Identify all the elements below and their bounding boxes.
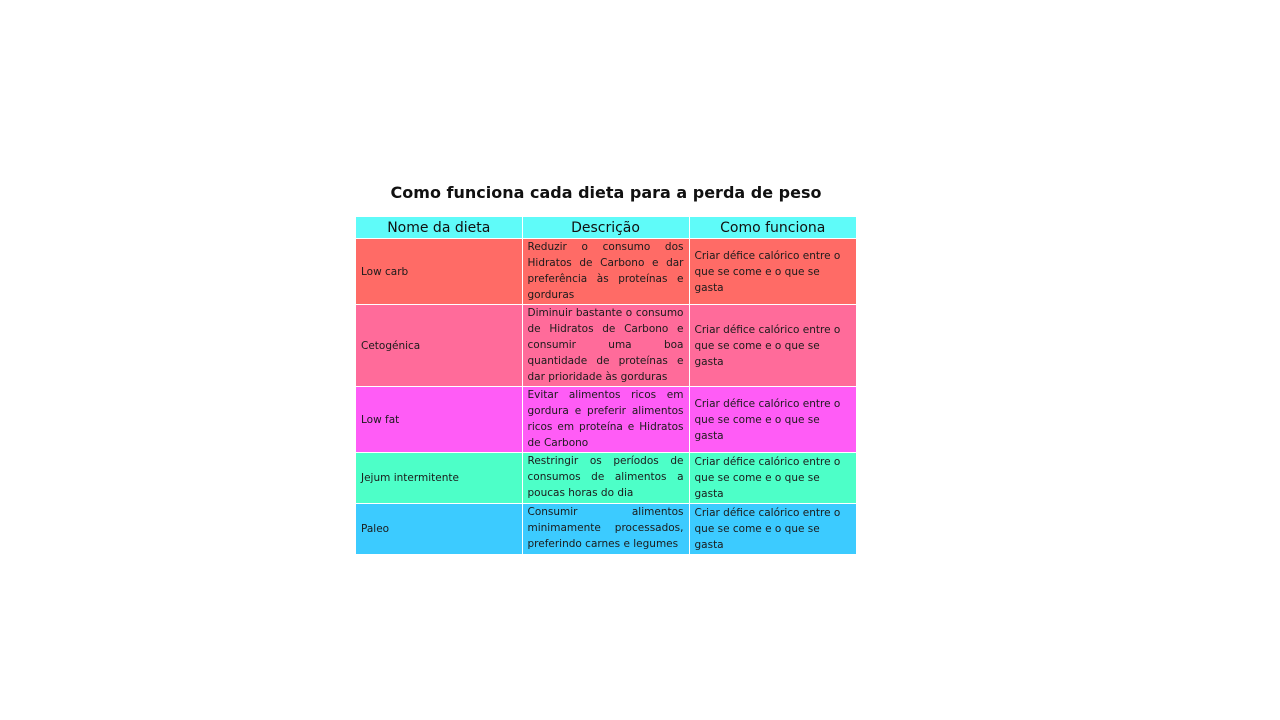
diet-how: Criar défice calórico entre o que se come e o que se gasta (689, 504, 856, 555)
diet-description: Diminuir bastante o consumo de Hidratos de Carbono e consumir uma boa quantidade de proteínas e dar prioridade às gorduras (522, 305, 689, 387)
diet-description: Reduzir o consumo dos Hidratos de Carbono e dar preferência às proteínas e gorduras (522, 239, 689, 305)
header-how: Como funciona (689, 217, 856, 239)
table-row (356, 453, 856, 504)
diet-name: Cetogénica (356, 305, 522, 387)
diet-description: Restringir os períodos de consumos de alimentos a poucas horas do dia (522, 453, 689, 504)
table-row (356, 305, 856, 387)
diet-how: Criar défice calórico entre o que se come e o que se gasta (689, 453, 856, 504)
header-name: Nome da dieta (356, 217, 522, 239)
table-row (356, 239, 856, 305)
header-description: Descrição (522, 217, 689, 239)
diet-table (356, 217, 856, 554)
diet-name: Low fat (356, 387, 522, 453)
header-row (356, 217, 856, 239)
diet-name: Paleo (356, 504, 522, 555)
diet-how: Criar défice calórico entre o que se come e o que se gasta (689, 239, 856, 305)
diet-description: Consumir alimentos minimamente processados, preferindo carnes e legumes (522, 504, 689, 555)
diet-how: Criar défice calórico entre o que se come e o que se gasta (689, 305, 856, 387)
diet-how: Criar défice calórico entre o que se come e o que se gasta (689, 387, 856, 453)
diet-name: Low carb (356, 239, 522, 305)
diet-description: Evitar alimentos ricos em gordura e preferir alimentos ricos em proteína e Hidratos de Carbono (522, 387, 689, 453)
table-row (356, 387, 856, 453)
table-row (356, 504, 856, 555)
diet-name: Jejum intermitente (356, 453, 522, 504)
table-title: Como funciona cada dieta para a perda de peso (390, 183, 822, 202)
